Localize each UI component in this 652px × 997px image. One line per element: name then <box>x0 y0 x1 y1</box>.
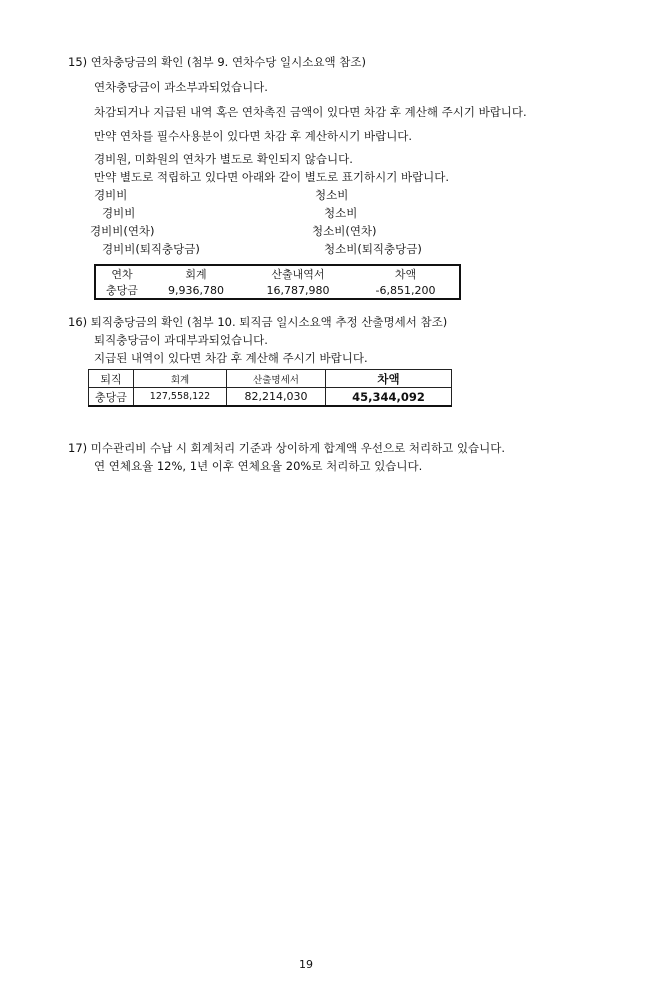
table-header-cell: 차액 <box>326 370 452 388</box>
section-16-line-2: 지급된 내역이 있다면 차감 후 계산해 주시기 바랍니다. <box>94 351 368 365</box>
table-header-cell: 회계 <box>134 370 227 388</box>
table-header-cell: 연차 <box>111 268 133 281</box>
table-cell: 82,214,030 <box>227 388 326 407</box>
expense-right-item: 청소비 <box>324 206 358 220</box>
table-header-cell: 회계 <box>185 268 207 281</box>
table-header-row <box>95 265 460 282</box>
section-15-line-5: 만약 별도로 적립하고 있다면 아래와 같이 별도로 표기하시기 바랍니다. <box>94 170 450 184</box>
table-cell: 45,344,092 <box>326 388 452 407</box>
expense-right-item: 청소비(연차) <box>312 224 377 238</box>
expense-left-item: 경비비 <box>102 206 136 220</box>
section-16-heading: 16) 퇴직충당금의 확인 (첨부 10. 퇴직금 일시소요액 추정 산출명세서 참조) <box>68 315 448 329</box>
table-row <box>89 388 452 407</box>
table-row <box>95 282 460 299</box>
table-header-row <box>89 370 452 388</box>
table-cell: 127,558,122 <box>134 388 227 407</box>
table-header-cell: 산출내역서 <box>271 268 325 281</box>
expense-left-heading: 경비비 <box>94 188 128 202</box>
table-cell: 충당금 <box>89 388 134 407</box>
annual-leave-provision-table <box>94 264 461 300</box>
expense-left-item: 경비비(연차) <box>90 224 155 238</box>
section-17-line-1: 연 연체요율 12%, 1년 이후 연체요율 20%로 처리하고 있습니다. <box>94 459 423 473</box>
expense-right-item: 청소비(퇴직충당금) <box>324 242 422 256</box>
table-header-cell: 퇴직 <box>89 370 134 388</box>
table-header-cell: 차액 <box>394 268 417 281</box>
page-number: 19 <box>299 958 313 971</box>
section-15-heading: 15) 연차충당금의 확인 (첨부 9. 연차수당 일시소요액 참조) <box>68 55 366 69</box>
section-16-line-1: 퇴직충당금이 과대부과되었습니다. <box>94 333 268 347</box>
section-15-line-2: 차감되거나 지급된 내역 혹은 연차촉진 금액이 있다면 차감 후 계산해 주시기 바랍니다. <box>94 105 527 119</box>
section-17-heading: 17) 미수관리비 수납 시 회계처리 기준과 상이하게 합계액 우선으로 처리하고 있습니다. <box>68 441 506 455</box>
table-cell: -6,851,200 <box>375 283 436 297</box>
table-cell: 16,787,980 <box>266 283 330 297</box>
table-cell: 9,936,780 <box>168 283 224 297</box>
expense-right-heading: 청소비 <box>315 188 349 202</box>
table-header-cell: 산출명세서 <box>227 370 326 388</box>
expense-left-item: 경비비(퇴직충당금) <box>102 242 200 256</box>
section-15-line-3: 만약 연차를 필수사용분이 있다면 차감 후 계산하시기 바랍니다. <box>94 129 413 143</box>
section-15-line-1: 연차충당금이 과소부과되었습니다. <box>94 80 268 94</box>
retirement-provision-table <box>88 369 452 407</box>
table-cell: 충당금 <box>106 284 138 297</box>
section-15-line-4: 경비원, 미화원의 연차가 별도로 확인되지 않습니다. <box>94 152 353 166</box>
